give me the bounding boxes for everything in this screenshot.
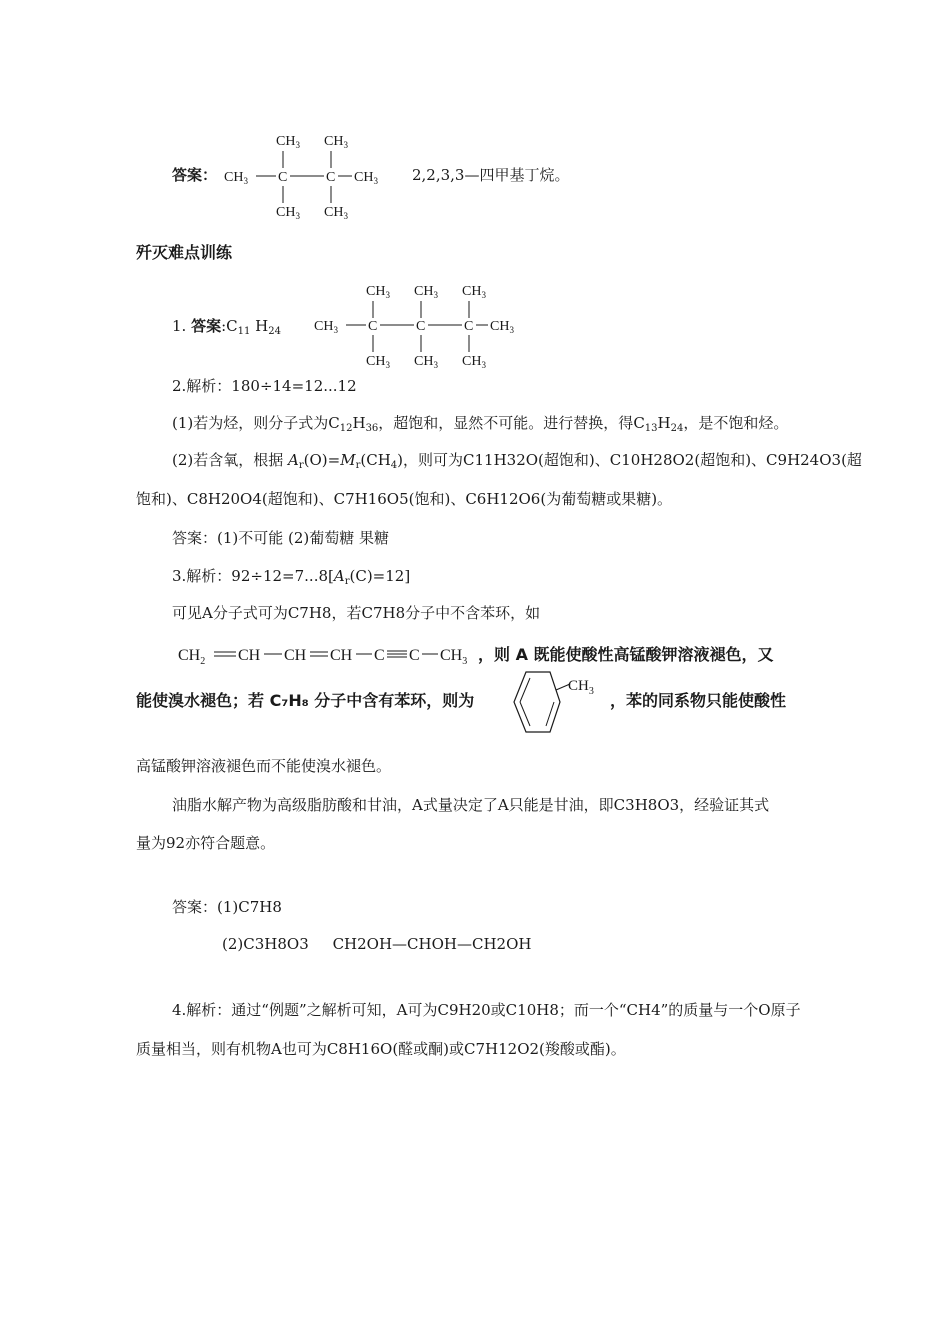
svg-text:C: C bbox=[409, 647, 420, 664]
svg-text:C: C bbox=[416, 319, 426, 334]
q2-analysis: 2.解析：180÷14=12...12 bbox=[172, 377, 357, 395]
svg-text:CH3: $CH_3$ bbox=[314, 319, 338, 335]
svg-text:CH3: $CH_3$ bbox=[568, 678, 594, 697]
svg-text:CH3: $CH_3$ bbox=[366, 354, 390, 370]
svg-text:CH3: $CH_3$ bbox=[354, 170, 378, 186]
q3-analysis: 3.解析：$92\div 12=7...8[A_r(C)=12]$ bbox=[172, 567, 411, 587]
svg-text:CH3: $CH_3$ bbox=[462, 354, 486, 370]
svg-text:CH3: $CH_3$ bbox=[276, 134, 300, 150]
q4-line1: 4.解析：通过“例题”之解析可知，A可为C9H20或C10H8；而一个“CH4”的质量与一个O原子 bbox=[172, 1001, 801, 1019]
q1-answer: 1. 答案$:C_{11}$ $H_{24}$ bbox=[172, 317, 281, 337]
svg-text:C: C bbox=[278, 170, 288, 185]
svg-text:C: C bbox=[326, 170, 336, 185]
q3-bold-text-1: ，则 A 既能使酸性高锰酸钾溶液褪色，又 bbox=[478, 645, 774, 664]
section-title: 歼灭难点训练 bbox=[136, 243, 233, 262]
q2-part2: (2)若含氧，根据 $A_r(O)=M_r(CH_4)$，则可为C11H32O(超饱和)、C10H28O2(超饱和)、C9H24O3(超 bbox=[172, 451, 862, 471]
example-answer-name: 2,2,3,3—四甲基丁烷。 bbox=[412, 166, 570, 184]
svg-text:CH: CH bbox=[238, 647, 261, 664]
svg-text:C: C bbox=[374, 647, 385, 664]
q3-bold-text-3: ，苯的同系物只能使酸性 bbox=[610, 691, 787, 710]
q3-line1: 可见A分子式可为C7H8，若C7H8分子中不含苯环，如 bbox=[172, 604, 541, 622]
toluene-structure bbox=[506, 668, 610, 738]
svg-text:CH3: $CH_3$ bbox=[462, 284, 486, 300]
svg-text:C: C bbox=[368, 319, 378, 334]
svg-text:CH3: $CH_3$ bbox=[414, 284, 438, 300]
svg-text:C: C bbox=[464, 319, 474, 334]
q3-line-after: 高锰酸钾溶液褪色而不能使溴水褪色。 bbox=[136, 757, 392, 775]
svg-text:CH3: $CH_3$ bbox=[224, 170, 248, 186]
q2-part1: (1)若为烃，则分子式为$C_{12}H_{36}$，超饱和，显然不可能。进行替换，得$C_{13}H_{24}$，是不饱和烃。 bbox=[172, 414, 789, 434]
svg-text:CH3: $CH_3$ bbox=[366, 284, 390, 300]
q3-oil-para-2: 量为92亦符合题意。 bbox=[136, 834, 276, 852]
q2-answer: 答案：(1)不可能 (2)葡萄糖 果糖 bbox=[172, 529, 390, 547]
svg-text:CH3: $CH_3$ bbox=[324, 205, 348, 221]
svg-text:CH2: $CH_2$ bbox=[178, 647, 206, 667]
q3-bold-text-2: 能使溴水褪色；若 C₇H₈ 分子中含有苯环，则为 bbox=[136, 691, 475, 710]
q3-answer-2: (2)C3H8O3 CH2OH—CHOH—CH2OH bbox=[222, 935, 532, 953]
q3-oil-para-1: 油脂水解产物为高级脂肪酸和甘油，A式量决定了A只能是甘油，即C3H8O3，经验证其式 bbox=[172, 796, 770, 814]
q4-line2: 质量相当，则有机物A也可为C8H16O(醛或酮)或C7H12O2(羧酸或酯)。 bbox=[136, 1040, 626, 1058]
svg-text:CH3: $CH_3$ bbox=[490, 319, 514, 335]
svg-text:CH3: $CH_3$ bbox=[440, 647, 468, 667]
tetramethylbutane-structure bbox=[222, 128, 402, 223]
svg-text:CH: CH bbox=[330, 647, 353, 664]
q3-chain-structure bbox=[176, 640, 476, 668]
example-answer-label: 答案： bbox=[172, 166, 218, 184]
svg-text:CH3: $CH_3$ bbox=[414, 354, 438, 370]
svg-text:CH: CH bbox=[284, 647, 307, 664]
q1-structure bbox=[312, 280, 532, 372]
svg-text:CH3: $CH_3$ bbox=[324, 134, 348, 150]
q3-answer-1: 答案：(1)C7H8 bbox=[172, 898, 282, 916]
q2-part2-cont: 饱和)、C8H20O4(超饱和)、C7H16O5(饱和)、C6H12O6(为葡萄糖或果糖)。 bbox=[136, 490, 673, 508]
svg-text:CH3: $CH_3$ bbox=[276, 205, 300, 221]
